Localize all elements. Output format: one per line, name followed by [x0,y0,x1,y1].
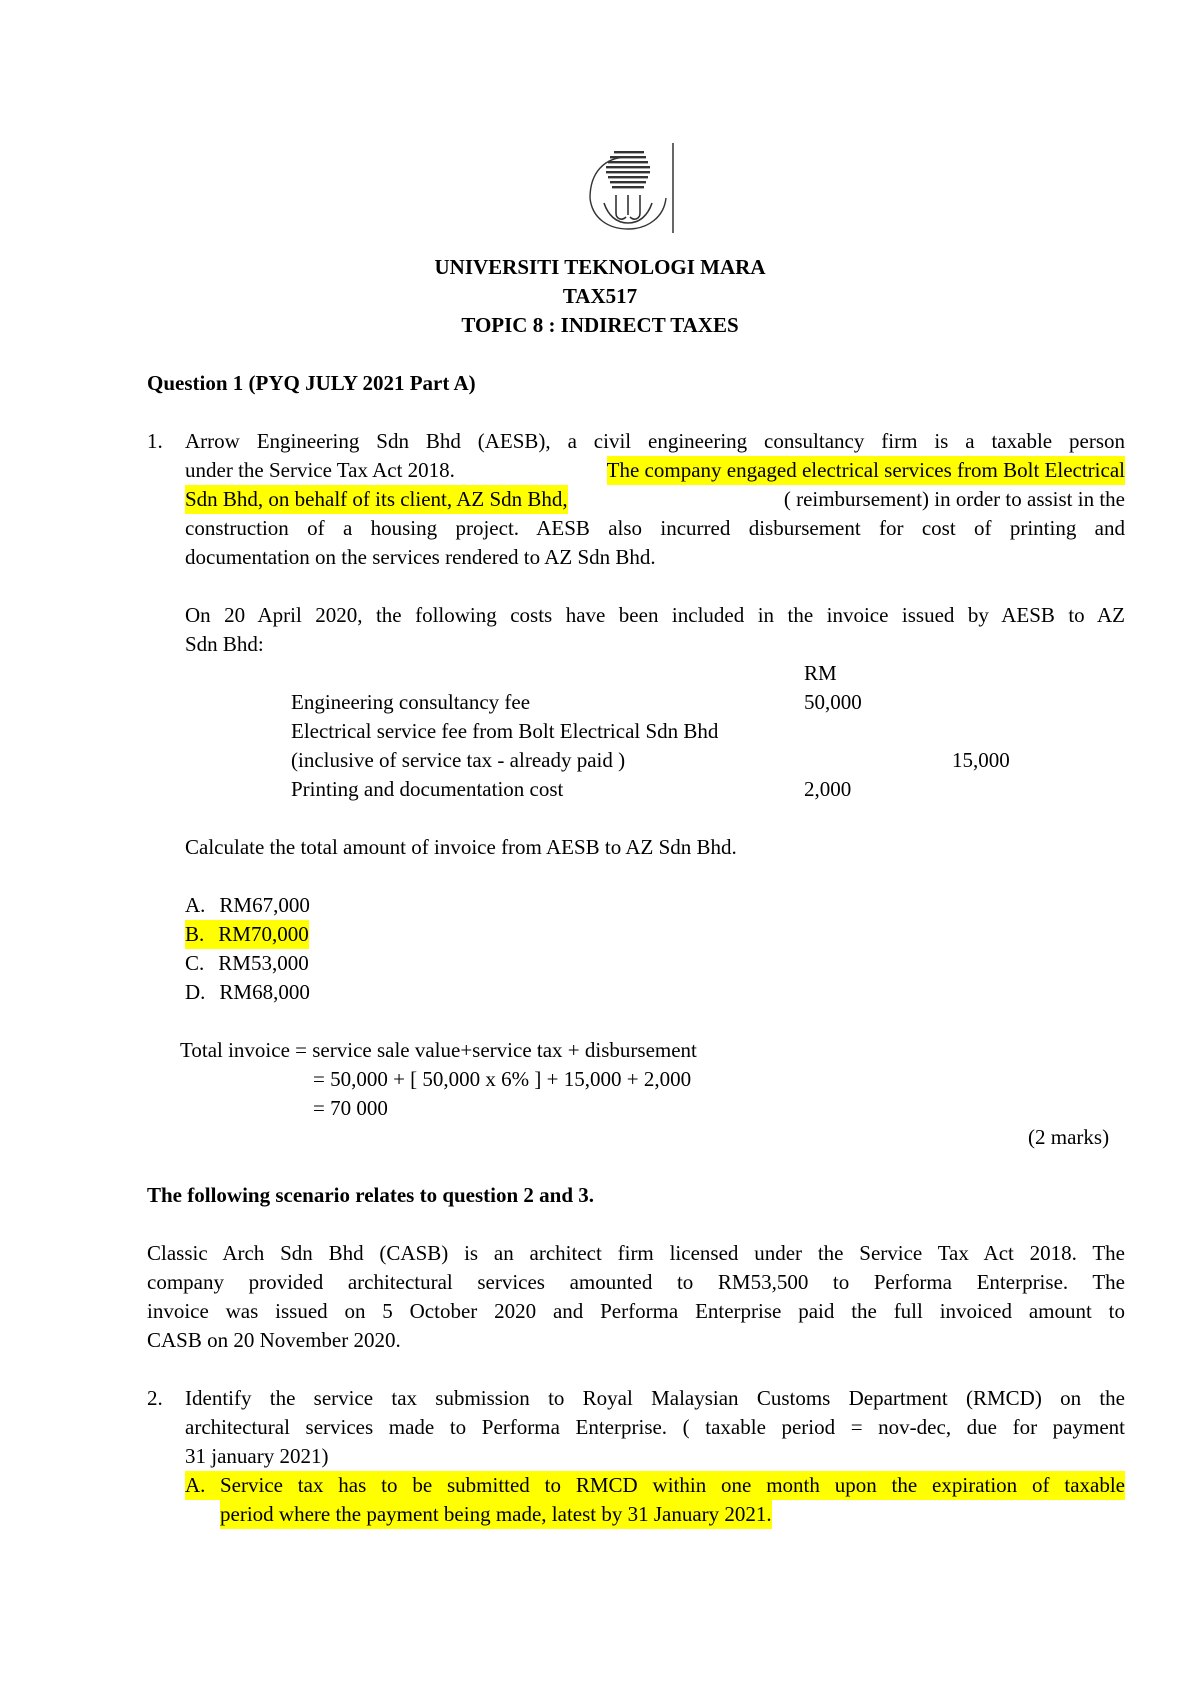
q2-line3: 31 january 2021) [185,1444,329,1468]
scenario-line3: invoice was issued on 5 October 2020 and Performa Enterprise paid the full invoiced amount to [147,1299,1125,1323]
option-text: RM70,000 [218,922,309,946]
q1-para1-line5: documentation on the services rendered to AZ Sdn Bhd. [185,545,656,569]
option-text: RM53,000 [218,951,309,975]
working-line1: Total invoice = service sale value+service tax + disbursement [180,1038,697,1062]
option-b-correct [185,920,309,949]
marks: (2 marks) [1028,1125,1110,1149]
option-d [185,978,310,1007]
option-letter: D. [185,980,206,1004]
scenario-line2: company provided architectural services amounted to RM53,500 to Performa Enterprise. The [147,1270,1125,1294]
q2-answer-line2: period where the payment being made, latest by 31 January 2021. [220,1500,772,1529]
answer-letter: A. [185,1473,206,1497]
question-1-heading: Question 1 (PYQ JULY 2021 Part A) [147,371,476,395]
question-2-number: 2. [147,1386,163,1410]
university-logo [586,143,674,233]
answer-text: Service tax has to be submitted to RMCD within one month upon the expiration of taxable [220,1473,1125,1497]
option-text: RM67,000 [219,893,310,917]
option-letter: C. [185,951,205,975]
table-currency: RM [804,661,837,685]
table-row-label: (inclusive of service tax - already paid ) [291,748,626,772]
table-row-label: Printing and documentation cost [291,777,564,801]
option-c [185,949,309,978]
scenario-line1: Classic Arch Sdn Bhd (CASB) is an architect firm licensed under the Service Tax Act 2018. The [147,1241,1125,1265]
q1-highlight-2: Sdn Bhd, on behalf of its client, AZ Sdn Bhd, [185,485,568,514]
scenario-heading: The following scenario relates to question 2 and 3. [147,1183,595,1207]
table-row-value: 50,000 [804,690,862,714]
q1-para1-line3-plain: ( reimbursement) in order to assist in the [783,487,1125,511]
table-row-value: 2,000 [804,777,852,801]
university-name: UNIVERSITI TEKNOLOGI MARA [434,255,766,279]
option-a [185,891,310,920]
option-text: RM68,000 [219,980,310,1004]
q2-answer-line1 [185,1471,1125,1500]
question-1-number: 1. [147,429,163,453]
scenario-line4: CASB on 20 November 2020. [147,1328,401,1352]
working-line3: = 70 000 [313,1096,388,1120]
q2-line1: Identify the service tax submission to Royal Malaysian Customs Department (RMCD) on the [185,1386,1125,1410]
topic-title: TOPIC 8 : INDIRECT TAXES [461,313,739,337]
q1-para1-line3 [185,485,1125,514]
table-row-value: 15,000 [952,748,1010,772]
option-letter: A. [185,893,206,917]
q1-para2-line2: Sdn Bhd: [185,632,264,656]
q1-para1-line4: construction of a housing project. AESB also incurred disbursement for cost of printing and [185,516,1125,540]
table-row-label: Electrical service fee from Bolt Electrical Sdn Bhd [291,719,719,743]
q1-highlight-1: The company engaged electrical services from Bolt Electrical [607,456,1125,485]
option-letter: B. [185,922,205,946]
q1-para1-line2 [185,456,1125,485]
q1-para2-line1: On 20 April 2020, the following costs have been included in the invoice issued by AESB to AZ [185,603,1125,627]
table-row-label: Engineering consultancy fee [291,690,531,714]
course-code: TAX517 [562,284,638,308]
q1-para1-line2-plain: under the Service Tax Act 2018. [185,458,455,482]
working-line2: = 50,000 + [ 50,000 x 6% ] + 15,000 + 2,000 [313,1067,692,1091]
q2-line2: architectural services made to Performa Enterprise. ( taxable period = nov-dec, due for payment [185,1415,1125,1439]
q1-para1-line1: Arrow Engineering Sdn Bhd (AESB), a civil engineering consultancy firm is a taxable person [185,429,1125,453]
q1-question: Calculate the total amount of invoice from AESB to AZ Sdn Bhd. [185,835,737,859]
